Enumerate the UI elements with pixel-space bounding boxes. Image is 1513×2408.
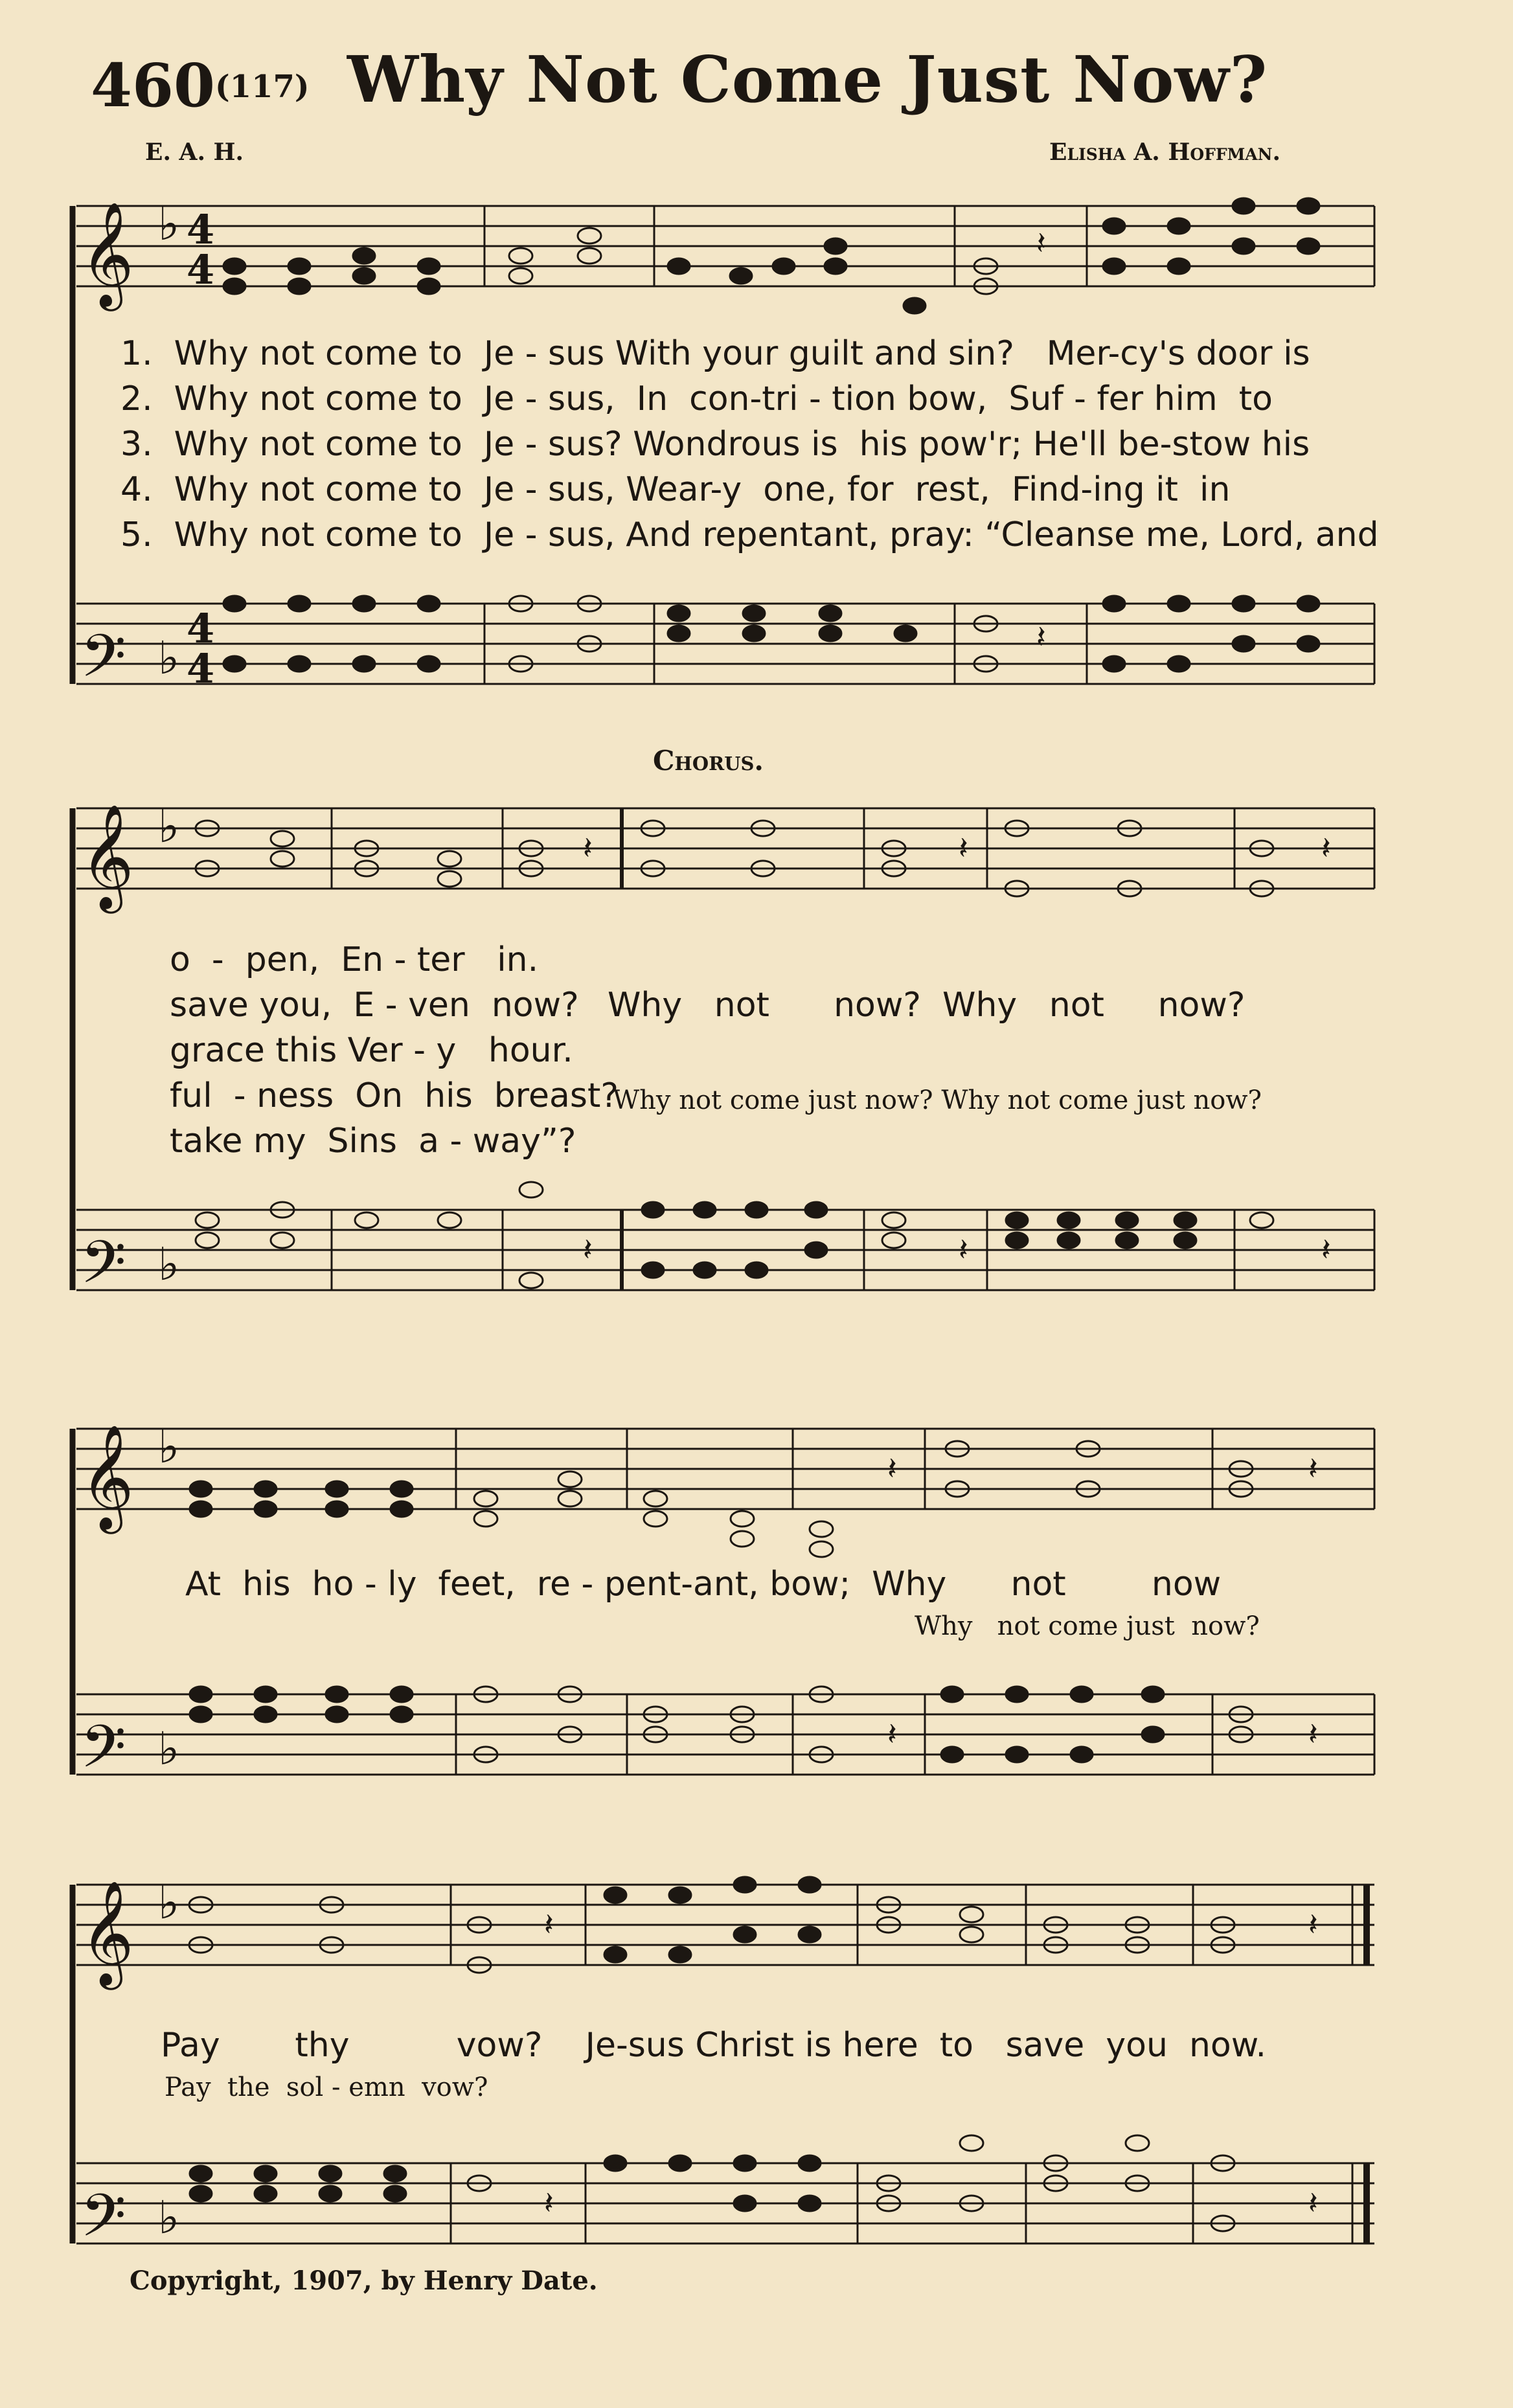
svg-text:♭: ♭ [158, 800, 180, 853]
svg-text:𝄽: 𝄽 [1308, 2185, 1318, 2221]
bass-clef-icon: 𝄢 [80, 2181, 126, 2264]
svg-text:𝄽: 𝄽 [1036, 619, 1046, 655]
svg-text:4: 4 [187, 605, 215, 652]
svg-text:𝄽: 𝄽 [1308, 1907, 1318, 1943]
svg-text:♭: ♭ [158, 631, 180, 685]
svg-text:𝄽: 𝄽 [544, 2185, 554, 2221]
svg-text:♭: ♭ [158, 1420, 180, 1473]
treble-clef-icon: 𝄞 [80, 201, 134, 307]
svg-text:𝄽: 𝄽 [959, 830, 968, 867]
svg-text:𝄽: 𝄽 [887, 1451, 897, 1487]
chorus-alto-words: Why not come just now? Why not come just now? [613, 1085, 1262, 1115]
system4-alto-words: Pay the sol - emn vow? [165, 2073, 488, 2102]
verse-5-line: 5. Why not come to Je - sus, And repentant, pray: “Cleanse me, Lord, and [120, 516, 1379, 554]
system4-treble-staff [76, 1885, 1374, 1965]
verse-2-line: 2. Why not come to Je - sus, In con-tri - tion bow, Suf - fer him to [120, 380, 1273, 418]
svg-text:♭: ♭ [158, 1722, 180, 1775]
system3-treble-staff [76, 1429, 1374, 1509]
svg-text:𝄽: 𝄽 [1321, 1232, 1331, 1268]
chorus-label: Chorus. [653, 745, 764, 777]
system2-treble-staff [76, 808, 1374, 889]
treble-clef-icon: 𝄞 [80, 1880, 134, 1986]
lyricist-credit: E. A. H. [145, 139, 244, 166]
svg-text:♭: ♭ [158, 1238, 180, 1291]
bass-clef-icon: 𝄢 [80, 622, 126, 705]
bass-clef-icon: 𝄢 [80, 1712, 126, 1795]
svg-text:4: 4 [187, 645, 215, 692]
verse-2-ending: save you, E - ven now? [170, 986, 579, 1025]
composer-credit: Elisha A. Hoffman. [1049, 139, 1281, 166]
svg-text:𝄽: 𝄽 [583, 1232, 593, 1268]
svg-text:4: 4 [187, 246, 215, 293]
system3-words: At his ho - ly feet, re - pent-ant, bow; Why not now [185, 1565, 1222, 1604]
hymn-alt-number: (117) [215, 69, 310, 105]
svg-text:♭: ♭ [158, 2191, 180, 2244]
copyright-notice: Copyright, 1907, by Henry Date. [130, 2266, 598, 2296]
svg-text:♭: ♭ [158, 198, 180, 251]
bass-clef-icon: 𝄢 [80, 1228, 126, 1311]
hymn-number: 460 [91, 51, 216, 120]
chorus-words: Why not now? Why not now? [608, 986, 1246, 1025]
svg-text:𝄽: 𝄽 [887, 1716, 897, 1753]
svg-text:4: 4 [187, 206, 215, 253]
verse-4-ending: ful - ness On his breast? [170, 1076, 619, 1115]
svg-text:𝄽: 𝄽 [959, 1232, 968, 1268]
verse-3-ending: grace this Ver - y hour. [170, 1031, 573, 1070]
treble-clef-icon: 𝄞 [80, 1424, 134, 1530]
svg-text:𝄽: 𝄽 [1308, 1716, 1318, 1753]
svg-text:𝄽: 𝄽 [544, 1907, 554, 1943]
verse-4-line: 4. Why not come to Je - sus, Wear-y one, for rest, Find-ing it in [120, 470, 1231, 509]
hymn-title: Why Not Come Just Now? [347, 43, 1268, 117]
svg-text:𝄽: 𝄽 [1308, 1451, 1318, 1487]
verse-1-ending: o - pen, En - ter in. [170, 940, 539, 979]
svg-text:𝄽: 𝄽 [583, 830, 593, 867]
system4-words: Pay thy vow? Je-sus Christ is here to save you now. [161, 2026, 1267, 2065]
verse-1-line: 1. Why not come to Je - sus With your guilt and sin? Mer-cy's door is [120, 334, 1310, 373]
svg-text:𝄽: 𝄽 [1321, 830, 1331, 867]
system3-alto-words: Why not come just now? [915, 1611, 1260, 1641]
svg-text:♭: ♭ [158, 1876, 180, 1929]
verse-5-ending: take my Sins a - way”? [170, 1122, 576, 1161]
svg-text:𝄽: 𝄽 [1036, 225, 1046, 262]
system3-bass-staff [76, 1694, 1374, 1775]
verse-3-line: 3. Why not come to Je - sus? Wondrous is his pow'r; He'll be-stow his [120, 425, 1310, 464]
treble-clef-icon: 𝄞 [80, 804, 134, 909]
